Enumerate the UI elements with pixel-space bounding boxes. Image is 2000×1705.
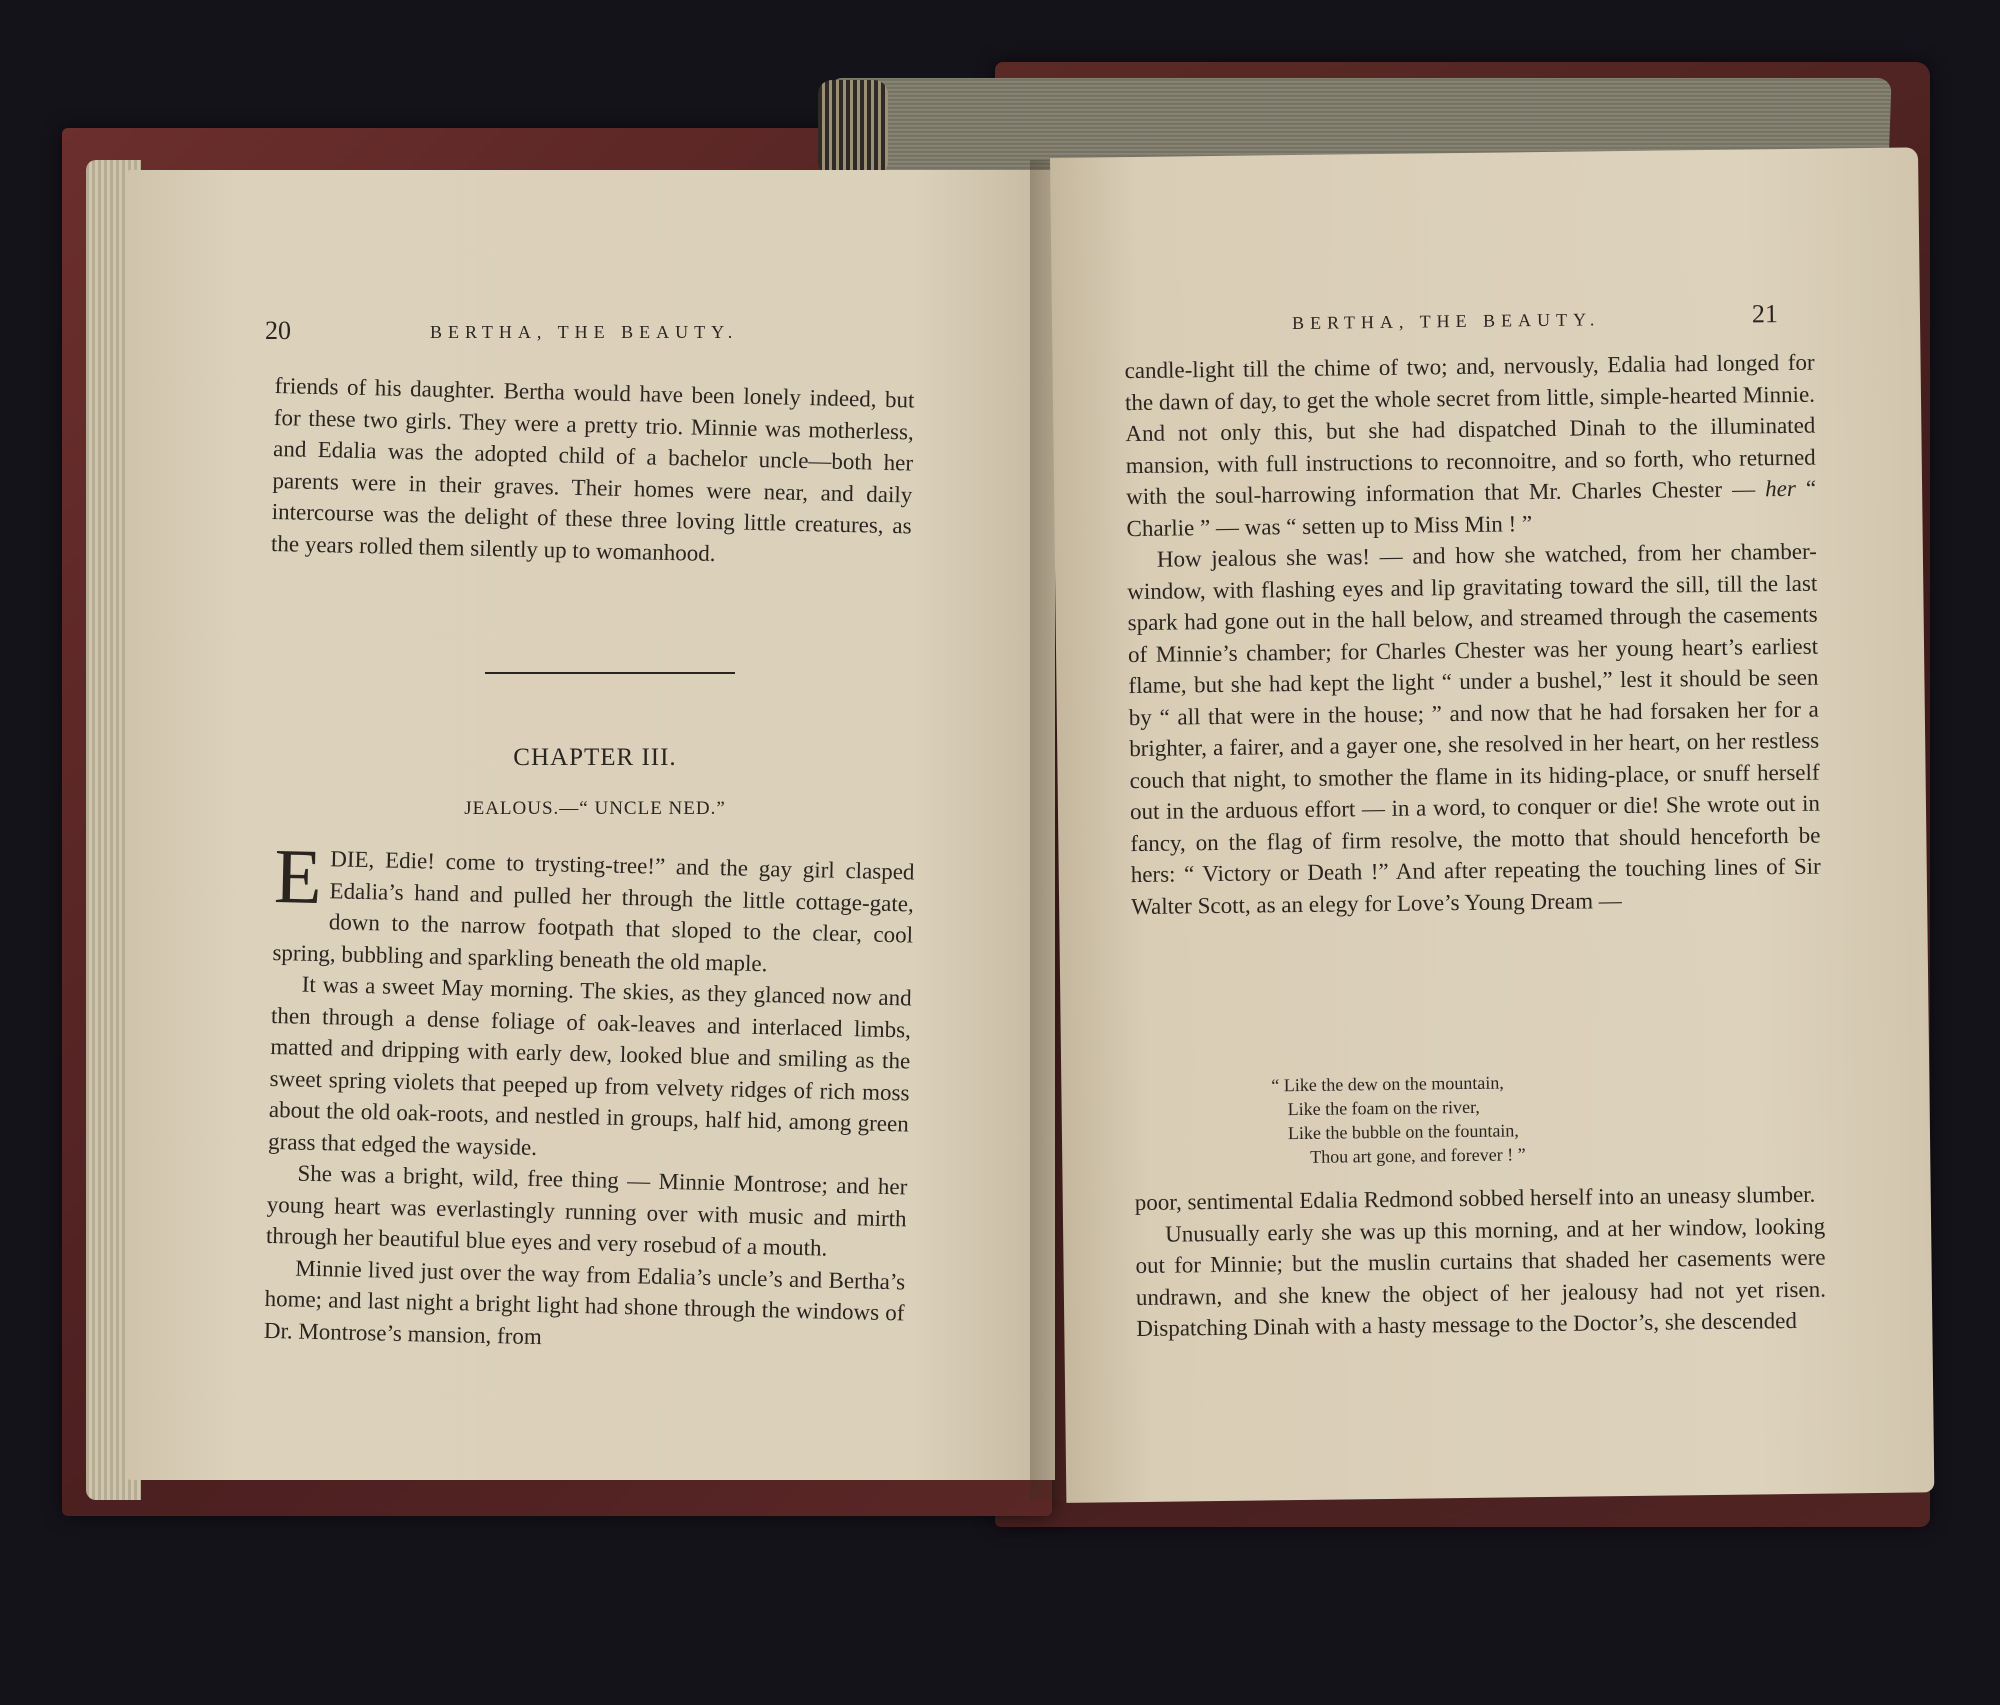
running-head: BERTHA, THE BEAUTY. — [430, 322, 739, 342]
paragraph: Minnie lived just over the way from Edalia’s uncle’s and Bertha’s home; and last night a bright light had shone through the windows of Dr. Montrose’s mansion, from — [263, 1255, 906, 1349]
poem-line: Like the bubble on the fountain, — [1287, 1120, 1519, 1144]
page-number: 20 — [265, 316, 291, 345]
spine-headband — [818, 80, 888, 176]
paragraph: EDIE, Edie! come to trysting-tree!” and the gay girl clasped Edalia’s hand and pulled her through the little cottage-gate, down to the narrow footpath that sloped to the clear, cool spring, bubbling and sparkling beneath the old maple. — [272, 832, 915, 976]
running-head: BERTHA, THE BEAUTY. — [1291, 309, 1601, 334]
page-number: 21 — [1751, 299, 1779, 329]
paragraph: She was a bright, wild, free thing — Minnie Montrose; and her young heart was everlastingly running over with music and mirth through her beautiful blue eyes and very rosebud of a mouth. — [265, 1160, 908, 1261]
paragraph: poor, sentimental Edalia Redmond sobbed herself into an uneasy slumber. — [1134, 1181, 1816, 1216]
poem-line: Like the foam on the river, — [1287, 1096, 1480, 1120]
chapter-subtitle: JEALOUS.—“ UNCLE NED.” — [464, 798, 726, 819]
poem-line: Thou art gone, and forever ! ” — [1310, 1144, 1526, 1167]
paragraph: Unusually early she was up this morning, and at her window, looking out for Minnie; but the muslin curtains that shaded her casements were undrawn, and she knew the object of her jealousy had not yet risen. Dispatching Dinah with a hasty message to the Doctor’s, she descended — [1135, 1213, 1827, 1342]
poem-line: “ Like the dew on the mountain, — [1271, 1072, 1504, 1096]
right-page — [1050, 147, 1934, 1503]
drop-cap: E — [273, 832, 323, 921]
left-page — [125, 170, 1055, 1480]
paragraph: How jealous she was! — and how she watched, from her chamber-window, with flashing eyes and lip gravitating toward the sill, till the last spark had gone out in the hall below, and streamed through the casements of Minnie’s chamber; for Charles Chester was her young heart’s earliest flame, but she had kept the light “ under a bushel,” lest it should be seen by “ all that were in the house; ” and now that he had forsaken her for a brighter, a fairer, and a gayer one, she resolved in her heart, on her restless couch that night, to smother the flame in its hiding-place, or snuff herself out in the arduous effort — in a word, to conquer or die! She wrote out in fancy, on the flag of firm resolve, the motto that should henceforth be hers: “ Victory or Death !” And after repeating the touching lines of Sir Walter Scott, as an elegy for Love’s Young Dream — — [1127, 538, 1821, 919]
opening-paragraph: friends of his daughter. Bertha would have been lonely indeed, but for these two girls. They were a pretty trio. Minnie was motherless, and Edalia was the adopted child of a bachelor uncle—both her parents were in their graves. Their homes were near, and daily intercourse was the delight of these three loving little creatures, as the years rolled them silently up to womanhood. — [270, 372, 915, 566]
chapter-title: CHAPTER III. — [513, 744, 677, 771]
poem-quote — [1271, 1068, 1722, 1169]
paragraph: candle-light till the chime of two; and, nervously, Edalia had longed for the dawn of day, to get the whole secret from little, simple-hearted Minnie. And not only this, but she had dispatched Dinah to the illuminated mansion, with full instructions to reconnoitre, and so forth, who returned with the soul-harrowing information that Mr. Charles Chester — her “ Charlie ” — was “ setten up to Miss Min ! ” — [1124, 349, 1817, 541]
paragraph: It was a sweet May morning. The skies, as they glanced now and then through a dense foliage of oak-leaves and interlaced limbs, matted and dripping with early dew, looked blue and smiling as the sweet spring violets that peeped up from velvety ridges of rich moss about the old oak-roots, and nestled in groups, half hid, among green grass that edged the wayside. — [267, 971, 912, 1160]
section-rule — [485, 672, 735, 674]
